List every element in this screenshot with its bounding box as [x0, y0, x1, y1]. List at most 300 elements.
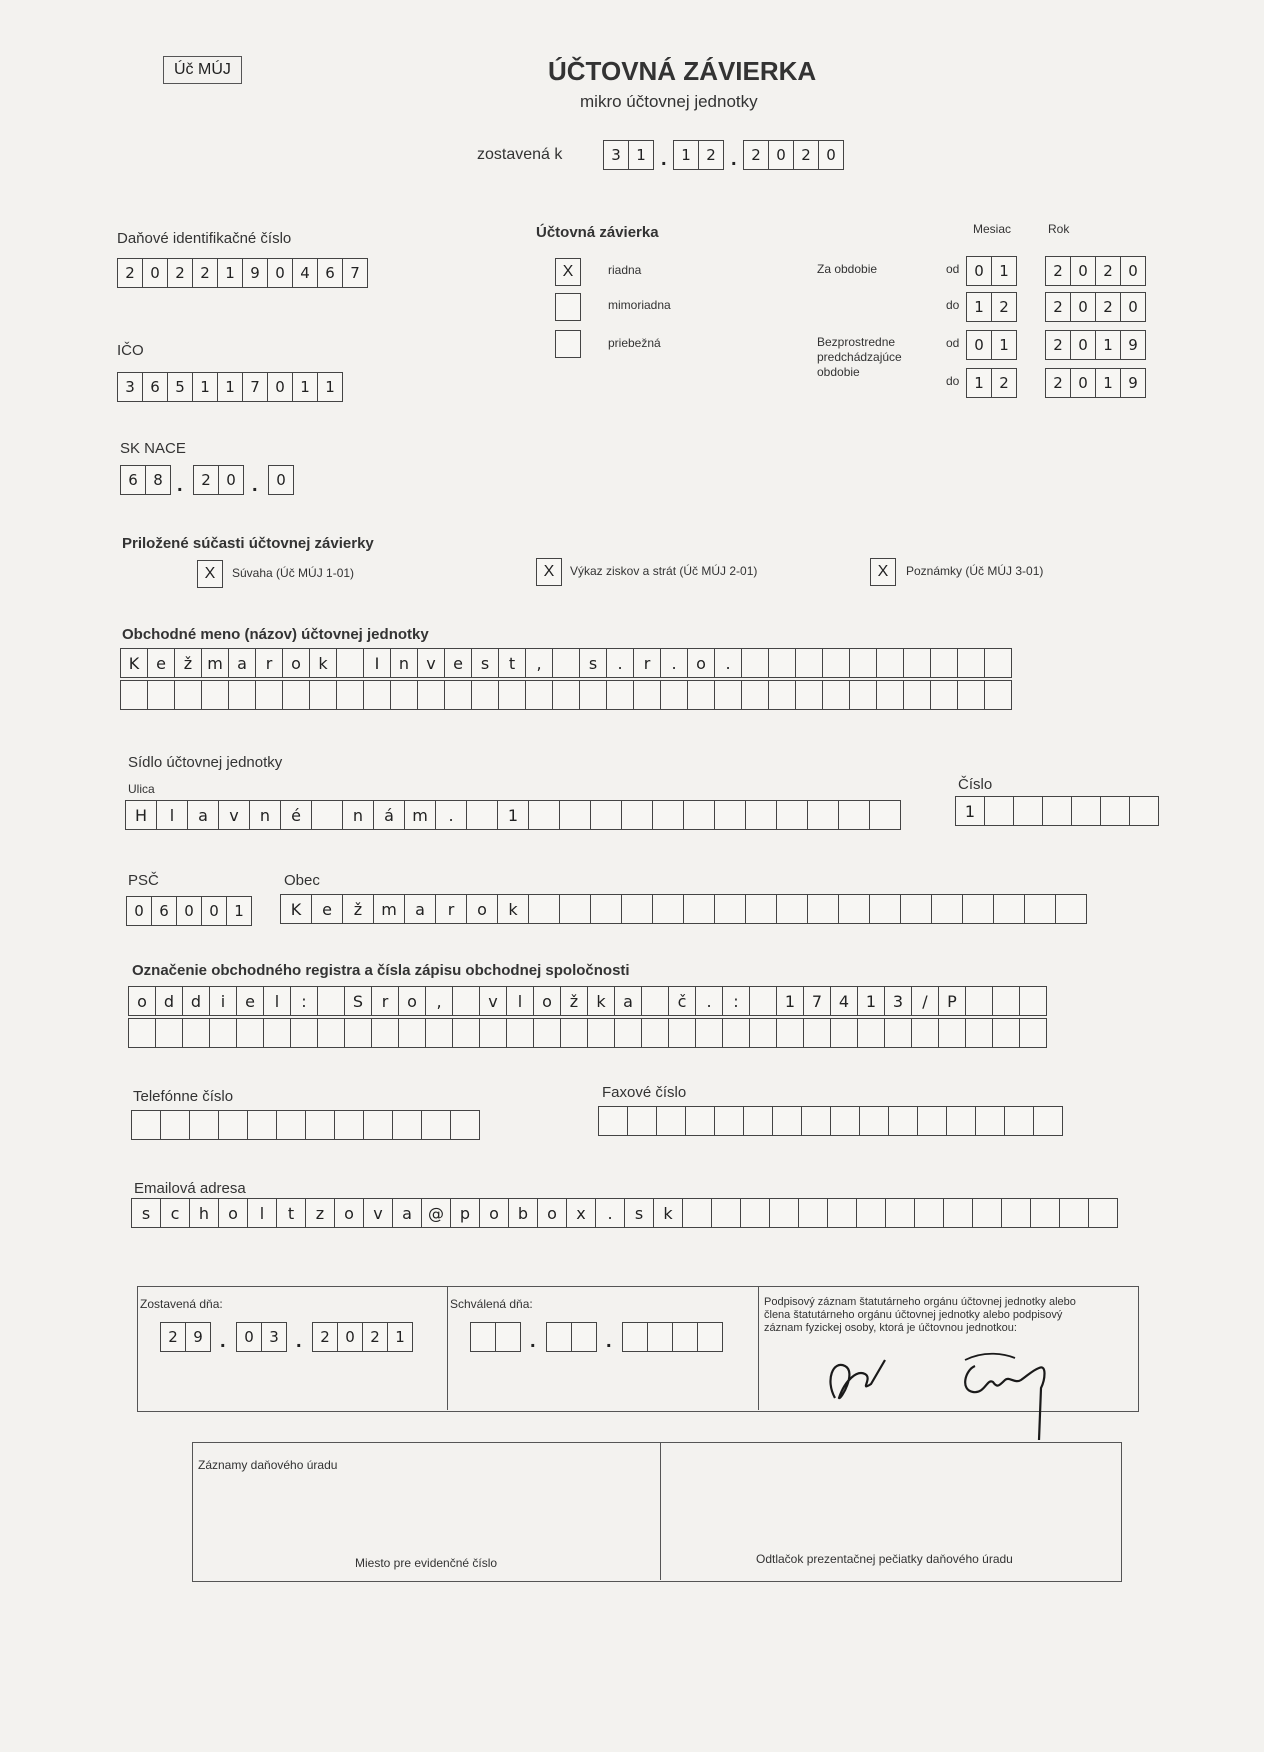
char-cell[interactable]: 1 — [1096, 368, 1121, 398]
char-cell[interactable] — [683, 1198, 712, 1228]
char-cell[interactable] — [310, 680, 337, 710]
char-cell[interactable] — [190, 1110, 219, 1140]
char-cell[interactable] — [715, 894, 746, 924]
char-cell[interactable] — [1005, 1106, 1034, 1136]
sk-nace-part3[interactable] — [268, 465, 294, 495]
char-cell[interactable]: o — [128, 986, 156, 1016]
char-cell[interactable]: 0 — [1071, 368, 1096, 398]
previous-from-month[interactable] — [966, 330, 1017, 360]
char-cell[interactable] — [808, 894, 839, 924]
char-cell[interactable]: ž — [561, 986, 588, 1016]
char-cell[interactable]: 0 — [1121, 292, 1146, 322]
char-cell[interactable] — [994, 894, 1025, 924]
company-name-row-2[interactable] — [120, 680, 1012, 710]
char-cell[interactable]: 0 — [202, 896, 227, 926]
char-cell[interactable] — [1034, 1106, 1063, 1136]
char-cell[interactable]: n — [343, 800, 374, 830]
char-cell[interactable] — [823, 680, 850, 710]
char-cell[interactable]: 6 — [120, 465, 146, 495]
approved-date-year[interactable] — [622, 1322, 723, 1352]
char-cell[interactable]: 2 — [1045, 292, 1071, 322]
register-row-2[interactable] — [128, 1018, 1047, 1048]
char-cell[interactable]: 2 — [312, 1322, 338, 1352]
dic-field[interactable] — [117, 258, 368, 288]
char-cell[interactable]: ž — [343, 894, 374, 924]
char-cell[interactable] — [391, 680, 418, 710]
char-cell[interactable] — [175, 680, 202, 710]
char-cell[interactable]: 2 — [1045, 330, 1071, 360]
compiled-to-day[interactable] — [603, 140, 654, 170]
char-cell[interactable] — [560, 800, 591, 830]
char-cell[interactable] — [526, 680, 553, 710]
char-cell[interactable] — [931, 648, 958, 678]
char-cell[interactable]: a — [615, 986, 642, 1016]
char-cell[interactable] — [850, 648, 877, 678]
char-cell[interactable] — [306, 1110, 335, 1140]
char-cell[interactable]: 1 — [673, 140, 699, 170]
char-cell[interactable] — [963, 894, 994, 924]
char-cell[interactable]: 1 — [777, 986, 804, 1016]
char-cell[interactable]: p — [451, 1198, 480, 1228]
char-cell[interactable] — [915, 1198, 944, 1228]
char-cell[interactable]: 0 — [268, 372, 293, 402]
char-cell[interactable] — [686, 1106, 715, 1136]
char-cell[interactable] — [831, 1018, 858, 1048]
char-cell[interactable]: v — [364, 1198, 393, 1228]
char-cell[interactable] — [684, 800, 715, 830]
char-cell[interactable]: : — [291, 986, 318, 1016]
char-cell[interactable] — [591, 800, 622, 830]
char-cell[interactable] — [715, 680, 742, 710]
char-cell[interactable] — [796, 648, 823, 678]
char-cell[interactable] — [799, 1198, 828, 1228]
char-cell[interactable]: 2 — [1096, 256, 1121, 286]
char-cell[interactable] — [777, 800, 808, 830]
char-cell[interactable]: 1 — [388, 1322, 413, 1352]
char-cell[interactable] — [580, 680, 607, 710]
char-cell[interactable] — [715, 1106, 744, 1136]
company-name-row-1[interactable] — [120, 648, 1012, 678]
approved-date-month[interactable] — [546, 1322, 597, 1352]
char-cell[interactable]: t — [499, 648, 526, 678]
char-cell[interactable]: 1 — [318, 372, 343, 402]
char-cell[interactable] — [1014, 796, 1043, 826]
char-cell[interactable] — [653, 800, 684, 830]
attachment-notes-checkbox[interactable]: X — [870, 558, 896, 586]
char-cell[interactable]: 0 — [219, 465, 244, 495]
char-cell[interactable]: / — [912, 986, 939, 1016]
char-cell[interactable]: 6 — [152, 896, 177, 926]
statement-type-extraordinary-checkbox[interactable] — [555, 293, 581, 321]
attachment-income-statement-checkbox[interactable]: X — [536, 558, 562, 586]
char-cell[interactable] — [470, 1322, 496, 1352]
char-cell[interactable] — [642, 1018, 669, 1048]
char-cell[interactable]: , — [526, 648, 553, 678]
char-cell[interactable] — [828, 1198, 857, 1228]
char-cell[interactable] — [932, 894, 963, 924]
char-cell[interactable]: 0 — [769, 140, 794, 170]
char-cell[interactable]: 0 — [177, 896, 202, 926]
char-cell[interactable]: S — [345, 986, 372, 1016]
char-cell[interactable] — [696, 1018, 723, 1048]
char-cell[interactable]: 2 — [1096, 292, 1121, 322]
char-cell[interactable]: 0 — [338, 1322, 363, 1352]
char-cell[interactable] — [553, 648, 580, 678]
char-cell[interactable]: 0 — [143, 258, 168, 288]
char-cell[interactable]: r — [256, 648, 283, 678]
char-cell[interactable] — [750, 1018, 777, 1048]
char-cell[interactable] — [183, 1018, 210, 1048]
char-cell[interactable]: . — [436, 800, 467, 830]
char-cell[interactable]: 1 — [218, 372, 243, 402]
char-cell[interactable] — [653, 894, 684, 924]
char-cell[interactable] — [426, 1018, 453, 1048]
char-cell[interactable]: 9 — [186, 1322, 211, 1352]
char-cell[interactable] — [1072, 796, 1101, 826]
char-cell[interactable]: 0 — [966, 256, 992, 286]
char-cell[interactable] — [823, 648, 850, 678]
char-cell[interactable] — [746, 894, 777, 924]
char-cell[interactable] — [904, 680, 931, 710]
previous-from-year[interactable] — [1045, 330, 1146, 360]
char-cell[interactable] — [453, 1018, 480, 1048]
char-cell[interactable] — [958, 680, 985, 710]
char-cell[interactable]: 2 — [363, 1322, 388, 1352]
char-cell[interactable] — [684, 894, 715, 924]
char-cell[interactable]: o — [219, 1198, 248, 1228]
char-cell[interactable]: . — [696, 986, 723, 1016]
char-cell[interactable] — [860, 1106, 889, 1136]
char-cell[interactable] — [318, 986, 345, 1016]
char-cell[interactable] — [472, 680, 499, 710]
char-cell[interactable]: 7 — [243, 372, 268, 402]
ico-field[interactable] — [117, 372, 343, 402]
char-cell[interactable] — [777, 894, 808, 924]
street-number-field[interactable] — [955, 796, 1159, 826]
char-cell[interactable] — [870, 894, 901, 924]
char-cell[interactable]: m — [405, 800, 436, 830]
char-cell[interactable] — [877, 648, 904, 678]
char-cell[interactable]: o — [335, 1198, 364, 1228]
char-cell[interactable] — [345, 1018, 372, 1048]
char-cell[interactable]: t — [277, 1198, 306, 1228]
char-cell[interactable] — [588, 1018, 615, 1048]
char-cell[interactable]: 2 — [1045, 368, 1071, 398]
char-cell[interactable] — [804, 1018, 831, 1048]
char-cell[interactable]: a — [229, 648, 256, 678]
char-cell[interactable] — [885, 1018, 912, 1048]
char-cell[interactable] — [1043, 796, 1072, 826]
char-cell[interactable] — [337, 648, 364, 678]
char-cell[interactable] — [453, 986, 480, 1016]
char-cell[interactable]: 1 — [966, 368, 992, 398]
char-cell[interactable] — [496, 1322, 521, 1352]
char-cell[interactable] — [886, 1198, 915, 1228]
char-cell[interactable] — [277, 1110, 306, 1140]
char-cell[interactable] — [318, 1018, 345, 1048]
char-cell[interactable] — [688, 680, 715, 710]
char-cell[interactable] — [529, 894, 560, 924]
char-cell[interactable]: : — [723, 986, 750, 1016]
char-cell[interactable]: č — [669, 986, 696, 1016]
char-cell[interactable] — [237, 1018, 264, 1048]
char-cell[interactable] — [546, 1322, 572, 1352]
char-cell[interactable]: 2 — [699, 140, 724, 170]
compiled-date-month[interactable] — [236, 1322, 287, 1352]
compiled-date-year[interactable] — [312, 1322, 413, 1352]
char-cell[interactable] — [657, 1106, 686, 1136]
char-cell[interactable] — [648, 1322, 673, 1352]
char-cell[interactable] — [161, 1110, 190, 1140]
char-cell[interactable]: I — [364, 648, 391, 678]
char-cell[interactable]: 1 — [966, 292, 992, 322]
char-cell[interactable]: b — [509, 1198, 538, 1228]
char-cell[interactable] — [742, 648, 769, 678]
char-cell[interactable]: o — [399, 986, 426, 1016]
char-cell[interactable] — [561, 1018, 588, 1048]
char-cell[interactable] — [422, 1110, 451, 1140]
char-cell[interactable] — [858, 1018, 885, 1048]
char-cell[interactable]: 0 — [236, 1322, 262, 1352]
char-cell[interactable]: , — [426, 986, 453, 1016]
char-cell[interactable] — [931, 680, 958, 710]
char-cell[interactable] — [850, 680, 877, 710]
char-cell[interactable]: 6 — [318, 258, 343, 288]
char-cell[interactable] — [769, 648, 796, 678]
char-cell[interactable]: 2 — [160, 1322, 186, 1352]
char-cell[interactable] — [634, 680, 661, 710]
char-cell[interactable] — [985, 680, 1012, 710]
char-cell[interactable] — [156, 1018, 183, 1048]
char-cell[interactable]: 1 — [992, 256, 1017, 286]
char-cell[interactable] — [939, 1018, 966, 1048]
char-cell[interactable]: k — [310, 648, 337, 678]
char-cell[interactable] — [529, 800, 560, 830]
char-cell[interactable] — [1130, 796, 1159, 826]
char-cell[interactable] — [746, 800, 777, 830]
char-cell[interactable] — [750, 986, 777, 1016]
char-cell[interactable]: . — [715, 648, 742, 678]
char-cell[interactable]: n — [391, 648, 418, 678]
char-cell[interactable] — [808, 800, 839, 830]
attachment-balance-sheet-checkbox[interactable]: X — [197, 560, 223, 588]
char-cell[interactable] — [742, 680, 769, 710]
char-cell[interactable]: 1 — [498, 800, 529, 830]
char-cell[interactable]: m — [374, 894, 405, 924]
sk-nace-part1[interactable] — [120, 465, 171, 495]
char-cell[interactable]: 3 — [262, 1322, 287, 1352]
char-cell[interactable]: 5 — [168, 372, 193, 402]
char-cell[interactable]: a — [405, 894, 436, 924]
char-cell[interactable]: o — [688, 648, 715, 678]
char-cell[interactable] — [219, 1110, 248, 1140]
char-cell[interactable]: s — [472, 648, 499, 678]
char-cell[interactable]: 7 — [804, 986, 831, 1016]
char-cell[interactable] — [744, 1106, 773, 1136]
char-cell[interactable]: o — [538, 1198, 567, 1228]
char-cell[interactable] — [669, 1018, 696, 1048]
char-cell[interactable]: h — [190, 1198, 219, 1228]
char-cell[interactable] — [364, 1110, 393, 1140]
char-cell[interactable]: 0 — [1071, 256, 1096, 286]
char-cell[interactable] — [499, 680, 526, 710]
sk-nace-part2[interactable] — [193, 465, 244, 495]
char-cell[interactable] — [918, 1106, 947, 1136]
char-cell[interactable]: 1 — [193, 372, 218, 402]
current-from-year[interactable] — [1045, 256, 1146, 286]
char-cell[interactable]: 2 — [992, 292, 1017, 322]
char-cell[interactable] — [451, 1110, 480, 1140]
char-cell[interactable] — [769, 680, 796, 710]
char-cell[interactable] — [839, 894, 870, 924]
char-cell[interactable]: r — [634, 648, 661, 678]
char-cell[interactable]: d — [183, 986, 210, 1016]
char-cell[interactable]: v — [480, 986, 507, 1016]
email-field[interactable] — [131, 1198, 1118, 1228]
char-cell[interactable] — [901, 894, 932, 924]
char-cell[interactable]: s — [625, 1198, 654, 1228]
char-cell[interactable] — [889, 1106, 918, 1136]
char-cell[interactable]: r — [372, 986, 399, 1016]
char-cell[interactable]: 0 — [1071, 292, 1096, 322]
char-cell[interactable]: 1 — [992, 330, 1017, 360]
char-cell[interactable] — [534, 1018, 561, 1048]
char-cell[interactable]: 0 — [126, 896, 152, 926]
char-cell[interactable]: 2 — [743, 140, 769, 170]
char-cell[interactable]: 1 — [1096, 330, 1121, 360]
char-cell[interactable]: K — [120, 648, 148, 678]
char-cell[interactable]: 2 — [1045, 256, 1071, 286]
char-cell[interactable] — [283, 680, 310, 710]
char-cell[interactable]: 3 — [885, 986, 912, 1016]
char-cell[interactable] — [777, 1018, 804, 1048]
char-cell[interactable] — [723, 1018, 750, 1048]
statement-type-interim-checkbox[interactable] — [555, 330, 581, 358]
char-cell[interactable] — [712, 1198, 741, 1228]
statement-type-regular-checkbox[interactable]: X — [555, 258, 581, 286]
char-cell[interactable] — [993, 986, 1020, 1016]
char-cell[interactable] — [877, 680, 904, 710]
char-cell[interactable] — [598, 1106, 628, 1136]
char-cell[interactable] — [335, 1110, 364, 1140]
char-cell[interactable] — [291, 1018, 318, 1048]
char-cell[interactable] — [1056, 894, 1087, 924]
char-cell[interactable]: r — [436, 894, 467, 924]
char-cell[interactable] — [1101, 796, 1130, 826]
char-cell[interactable] — [912, 1018, 939, 1048]
char-cell[interactable] — [572, 1322, 597, 1352]
compiled-to-month[interactable] — [673, 140, 724, 170]
char-cell[interactable]: . — [607, 648, 634, 678]
char-cell[interactable]: l — [157, 800, 188, 830]
char-cell[interactable] — [973, 1198, 1002, 1228]
char-cell[interactable] — [661, 680, 688, 710]
current-from-month[interactable] — [966, 256, 1017, 286]
char-cell[interactable] — [796, 680, 823, 710]
char-cell[interactable] — [1002, 1198, 1031, 1228]
compiled-to-year[interactable] — [743, 140, 844, 170]
char-cell[interactable]: 4 — [831, 986, 858, 1016]
char-cell[interactable] — [1031, 1198, 1060, 1228]
char-cell[interactable] — [364, 680, 391, 710]
char-cell[interactable] — [393, 1110, 422, 1140]
char-cell[interactable]: i — [210, 986, 237, 1016]
char-cell[interactable] — [507, 1018, 534, 1048]
char-cell[interactable]: 1 — [858, 986, 885, 1016]
char-cell[interactable]: P — [939, 986, 966, 1016]
char-cell[interactable] — [560, 894, 591, 924]
char-cell[interactable] — [698, 1322, 723, 1352]
previous-to-year[interactable] — [1045, 368, 1146, 398]
current-to-year[interactable] — [1045, 292, 1146, 322]
char-cell[interactable]: H — [125, 800, 157, 830]
char-cell[interactable]: e — [237, 986, 264, 1016]
char-cell[interactable]: a — [393, 1198, 422, 1228]
char-cell[interactable] — [480, 1018, 507, 1048]
char-cell[interactable] — [248, 1110, 277, 1140]
char-cell[interactable]: k — [654, 1198, 683, 1228]
char-cell[interactable] — [467, 800, 498, 830]
char-cell[interactable] — [1025, 894, 1056, 924]
char-cell[interactable]: l — [264, 986, 291, 1016]
char-cell[interactable] — [591, 894, 622, 924]
char-cell[interactable] — [958, 648, 985, 678]
char-cell[interactable]: v — [219, 800, 250, 830]
char-cell[interactable] — [904, 648, 931, 678]
char-cell[interactable]: 1 — [293, 372, 318, 402]
char-cell[interactable] — [202, 680, 229, 710]
char-cell[interactable]: 0 — [819, 140, 844, 170]
char-cell[interactable]: K — [280, 894, 312, 924]
char-cell[interactable]: 1 — [629, 140, 654, 170]
char-cell[interactable]: 0 — [966, 330, 992, 360]
char-cell[interactable]: e — [312, 894, 343, 924]
char-cell[interactable]: l — [248, 1198, 277, 1228]
char-cell[interactable]: ž — [175, 648, 202, 678]
char-cell[interactable]: n — [250, 800, 281, 830]
char-cell[interactable] — [773, 1106, 802, 1136]
char-cell[interactable] — [264, 1018, 291, 1048]
char-cell[interactable] — [553, 680, 580, 710]
char-cell[interactable]: o — [534, 986, 561, 1016]
char-cell[interactable]: 8 — [146, 465, 171, 495]
char-cell[interactable] — [770, 1198, 799, 1228]
char-cell[interactable] — [1020, 986, 1047, 1016]
char-cell[interactable] — [1089, 1198, 1118, 1228]
char-cell[interactable]: c — [161, 1198, 190, 1228]
char-cell[interactable] — [944, 1198, 973, 1228]
char-cell[interactable] — [642, 986, 669, 1016]
char-cell[interactable] — [372, 1018, 399, 1048]
char-cell[interactable] — [399, 1018, 426, 1048]
char-cell[interactable]: 0 — [1121, 256, 1146, 286]
char-cell[interactable] — [985, 796, 1014, 826]
char-cell[interactable]: 2 — [168, 258, 193, 288]
char-cell[interactable] — [256, 680, 283, 710]
char-cell[interactable] — [802, 1106, 831, 1136]
char-cell[interactable]: m — [202, 648, 229, 678]
char-cell[interactable]: 1 — [227, 896, 252, 926]
char-cell[interactable] — [622, 1322, 648, 1352]
char-cell[interactable] — [993, 1018, 1020, 1048]
char-cell[interactable] — [1020, 1018, 1047, 1048]
char-cell[interactable] — [148, 680, 175, 710]
char-cell[interactable]: 0 — [268, 258, 293, 288]
char-cell[interactable]: 9 — [243, 258, 268, 288]
fax-field[interactable] — [598, 1106, 1063, 1136]
char-cell[interactable]: s — [131, 1198, 161, 1228]
char-cell[interactable] — [947, 1106, 976, 1136]
